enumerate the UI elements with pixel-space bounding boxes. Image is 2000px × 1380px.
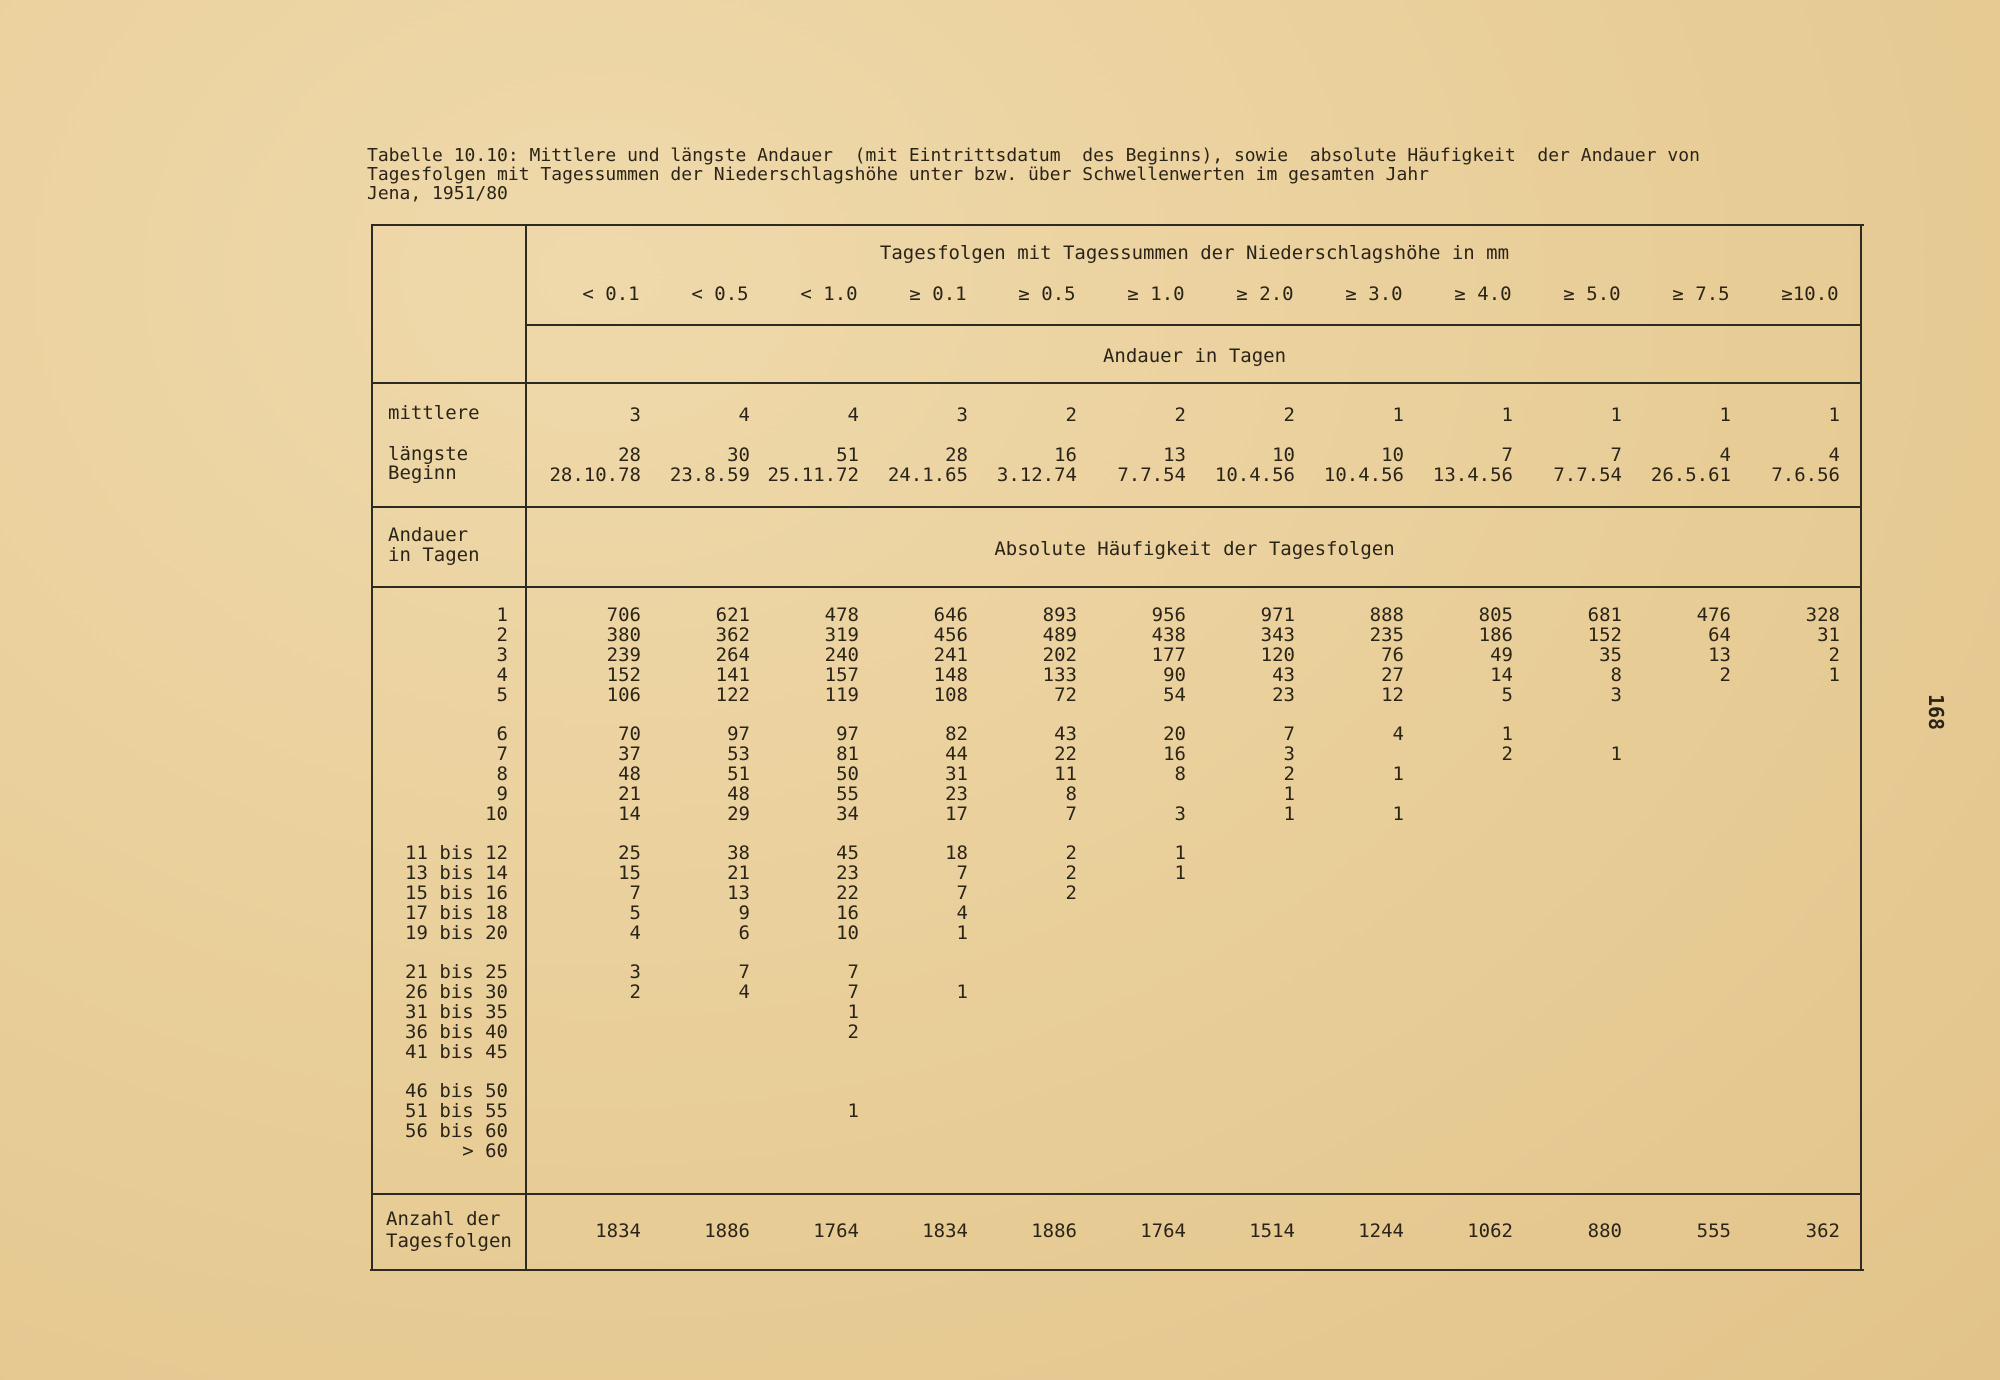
frequency-cell: 9 bbox=[738, 902, 750, 924]
frequency-cell: 235 bbox=[1369, 624, 1404, 646]
frequency-cell: 4 bbox=[1392, 723, 1404, 745]
frequency-cell: 37 bbox=[618, 743, 641, 765]
frequency-cell: 240 bbox=[824, 644, 859, 666]
threshold-header: ≥ 0.5 bbox=[1018, 283, 1076, 305]
frequency-cell: 81 bbox=[836, 743, 859, 765]
frequency-cell: 8 bbox=[1065, 783, 1077, 805]
frequency-cell: 48 bbox=[727, 783, 750, 805]
frequency-cell: 1 bbox=[1501, 723, 1513, 745]
mittlere-value: 2 bbox=[1065, 404, 1077, 426]
frequency-cell: 1 bbox=[1392, 763, 1404, 785]
andauer-row-label: 15 bis 16 bbox=[405, 882, 508, 904]
total-value: 1514 bbox=[1249, 1220, 1295, 1242]
frequency-cell: 43 bbox=[1272, 664, 1295, 686]
caption-line-3: Jena, 1951/80 bbox=[367, 183, 508, 204]
frequency-cell: 2 bbox=[1828, 644, 1840, 666]
total-value: 1764 bbox=[813, 1220, 859, 1242]
frequency-cell: 177 bbox=[1151, 644, 1186, 666]
threshold-header: ≥ 3.0 bbox=[1345, 283, 1403, 305]
frequency-cell: 1 bbox=[956, 922, 968, 944]
frequency-cell: 12 bbox=[1381, 684, 1404, 706]
frequency-cell: 108 bbox=[933, 684, 968, 706]
andauer-row-label: 6 bbox=[496, 723, 508, 745]
andauer-row-label: 36 bis 40 bbox=[405, 1021, 508, 1043]
threshold-header: < 0.1 bbox=[582, 283, 640, 305]
andauer-row-label: 3 bbox=[496, 644, 508, 666]
mittlere-value: 1 bbox=[1610, 404, 1622, 426]
frequency-cell: 90 bbox=[1163, 664, 1186, 686]
frequency-cell: 20 bbox=[1163, 723, 1186, 745]
frequency-cell: 13 bbox=[1708, 644, 1731, 666]
frequency-cell: 23 bbox=[836, 862, 859, 884]
frequency-cell: 133 bbox=[1042, 664, 1077, 686]
frequency-cell: 1 bbox=[1610, 743, 1622, 765]
frequency-cell: 29 bbox=[727, 803, 750, 825]
frequency-cell: 15 bbox=[618, 862, 641, 884]
andauer-row-label: 1 bbox=[496, 604, 508, 626]
frequency-cell: 362 bbox=[715, 624, 750, 646]
frequency-cell: 4 bbox=[629, 922, 641, 944]
frequency-cell: 10 bbox=[836, 922, 859, 944]
frequency-cell: 55 bbox=[836, 783, 859, 805]
beginn-date: 7.7.54 bbox=[1553, 464, 1622, 486]
frequency-cell: 2 bbox=[1283, 763, 1295, 785]
frequency-cell: 2 bbox=[1501, 743, 1513, 765]
frequency-cell: 1 bbox=[1283, 803, 1295, 825]
total-value: 362 bbox=[1805, 1220, 1840, 1242]
frequency-cell: 3 bbox=[1174, 803, 1186, 825]
beginn-date: 28.10.78 bbox=[549, 464, 641, 486]
threshold-header: ≥ 7.5 bbox=[1672, 283, 1730, 305]
frequency-cell: 1 bbox=[1283, 783, 1295, 805]
frequency-cell: 31 bbox=[1817, 624, 1840, 646]
laengste-value: 7 bbox=[1501, 444, 1513, 466]
frequency-cell: 49 bbox=[1490, 644, 1513, 666]
frequency-cell: 5 bbox=[1501, 684, 1513, 706]
frequency-cell: 44 bbox=[945, 743, 968, 765]
frequency-cell: 22 bbox=[1054, 743, 1077, 765]
rule-above-totals bbox=[372, 1193, 1862, 1195]
rule-under-summary bbox=[372, 506, 1862, 508]
andauer-row-label: 10 bbox=[485, 803, 508, 825]
andauer-row-label: 17 bis 18 bbox=[405, 902, 508, 924]
caption-line-2: Tagesfolgen mit Tagessummen der Niederschlagshöhe unter bzw. über Schwellenwerten im gesamten Jahr bbox=[367, 164, 1430, 185]
frequency-cell: 489 bbox=[1042, 624, 1077, 646]
mittlere-value: 1 bbox=[1501, 404, 1513, 426]
frequency-cell: 1 bbox=[956, 981, 968, 1003]
frequency-cell: 2 bbox=[1065, 882, 1077, 904]
frequency-cell: 50 bbox=[836, 763, 859, 785]
frequency-cell: 319 bbox=[824, 624, 859, 646]
andauer-row-label: 51 bis 55 bbox=[405, 1100, 508, 1122]
header-group-title: Tagesfolgen mit Tagessummen der Niederschlagshöhe in mm bbox=[879, 242, 1510, 264]
frequency-cell: 380 bbox=[606, 624, 641, 646]
frequency-title: Absolute Häufigkeit der Tagesfolgen bbox=[994, 538, 1395, 560]
threshold-header: ≥ 5.0 bbox=[1563, 283, 1621, 305]
laengste-value: 16 bbox=[1054, 444, 1077, 466]
mittlere-value: 2 bbox=[1174, 404, 1186, 426]
beginn-date: 10.4.56 bbox=[1214, 464, 1295, 486]
frequency-cell: 21 bbox=[618, 783, 641, 805]
threshold-header: ≥ 0.1 bbox=[909, 283, 967, 305]
frequency-cell: 25 bbox=[618, 842, 641, 864]
frequency-cell: 45 bbox=[836, 842, 859, 864]
frequency-cell: 3 bbox=[629, 961, 641, 983]
frequency-cell: 8 bbox=[1174, 763, 1186, 785]
frequency-cell: 2 bbox=[1065, 862, 1077, 884]
frequency-cell: 7 bbox=[629, 882, 641, 904]
frequency-cell: 956 bbox=[1151, 604, 1186, 626]
beginn-date: 24.1.65 bbox=[887, 464, 968, 486]
frequency-cell: 706 bbox=[606, 604, 641, 626]
frequency-cell: 106 bbox=[606, 684, 641, 706]
frequency-cell: 48 bbox=[618, 763, 641, 785]
frequency-cell: 7 bbox=[956, 882, 968, 904]
frequency-cell: 21 bbox=[727, 862, 750, 884]
frequency-cell: 7 bbox=[956, 862, 968, 884]
frequency-cell: 122 bbox=[715, 684, 750, 706]
frequency-cell: 239 bbox=[606, 644, 641, 666]
frequency-cell: 16 bbox=[1163, 743, 1186, 765]
frequency-cell: 18 bbox=[945, 842, 968, 864]
frequency-cell: 35 bbox=[1599, 644, 1622, 666]
laengste-value: 13 bbox=[1163, 444, 1186, 466]
frequency-cell: 70 bbox=[618, 723, 641, 745]
total-value: 1834 bbox=[922, 1220, 968, 1242]
laengste-value: 30 bbox=[727, 444, 750, 466]
total-value: 1886 bbox=[704, 1220, 750, 1242]
threshold-header: < 1.0 bbox=[800, 283, 858, 305]
frequency-cell: 23 bbox=[945, 783, 968, 805]
frequency-cell: 3 bbox=[1610, 684, 1622, 706]
table-border-bottom bbox=[370, 1269, 1864, 1271]
andauer-row-label: 2 bbox=[496, 624, 508, 646]
laengste-value: 10 bbox=[1381, 444, 1404, 466]
rule-under-header bbox=[372, 382, 1862, 384]
frequency-cell: 7 bbox=[847, 961, 859, 983]
mittlere-value: 4 bbox=[847, 404, 859, 426]
mittlere-value: 2 bbox=[1283, 404, 1295, 426]
frequency-cell: 38 bbox=[727, 842, 750, 864]
frequency-cell: 1 bbox=[847, 1100, 859, 1122]
laengste-value: 51 bbox=[836, 444, 859, 466]
frequency-cell: 120 bbox=[1260, 644, 1295, 666]
frequency-cell: 264 bbox=[715, 644, 750, 666]
mittlere-value: 3 bbox=[956, 404, 968, 426]
beginn-date: 10.4.56 bbox=[1323, 464, 1404, 486]
laengste-value: 7 bbox=[1610, 444, 1622, 466]
frequency-cell: 2 bbox=[629, 981, 641, 1003]
frequency-cell: 2 bbox=[847, 1021, 859, 1043]
mittlere-value: 4 bbox=[738, 404, 750, 426]
threshold-header: ≥ 1.0 bbox=[1127, 283, 1185, 305]
frequency-cell: 5 bbox=[629, 902, 641, 924]
andauer-row-label: 31 bis 35 bbox=[405, 1001, 508, 1023]
total-value: 1062 bbox=[1467, 1220, 1513, 1242]
frequency-cell: 456 bbox=[933, 624, 968, 646]
frequency-cell: 4 bbox=[956, 902, 968, 924]
frequency-cell: 7 bbox=[1065, 803, 1077, 825]
threshold-header: < 0.5 bbox=[691, 283, 749, 305]
total-value: 1834 bbox=[595, 1220, 641, 1242]
rule-under-thresholds bbox=[527, 324, 1862, 326]
frequency-cell: 16 bbox=[836, 902, 859, 924]
laengste-value: 4 bbox=[1828, 444, 1840, 466]
andauer-row-label: 4 bbox=[496, 664, 508, 686]
total-value: 555 bbox=[1696, 1220, 1731, 1242]
frequency-cell: 148 bbox=[933, 664, 968, 686]
frequency-cell: 186 bbox=[1478, 624, 1513, 646]
beginn-date: 25.11.72 bbox=[767, 464, 859, 486]
frequency-cell: 14 bbox=[1490, 664, 1513, 686]
frequency-cell: 343 bbox=[1260, 624, 1295, 646]
rule-under-frequency-header bbox=[372, 586, 1862, 588]
beginn-date: 26.5.61 bbox=[1650, 464, 1731, 486]
frequency-cell: 328 bbox=[1805, 604, 1840, 626]
beginn-date: 7.6.56 bbox=[1771, 464, 1840, 486]
frequency-cell: 53 bbox=[727, 743, 750, 765]
frequency-cell: 3 bbox=[1283, 743, 1295, 765]
frequency-cell: 893 bbox=[1042, 604, 1077, 626]
frequency-cell: 1 bbox=[1392, 803, 1404, 825]
frequency-cell: 681 bbox=[1587, 604, 1622, 626]
frequency-cell: 152 bbox=[606, 664, 641, 686]
table-border-top bbox=[372, 224, 1864, 226]
beginn-label: Beginn bbox=[388, 462, 457, 484]
total-value: 1886 bbox=[1031, 1220, 1077, 1242]
page-number: 168 bbox=[1924, 693, 1949, 731]
frequency-cell: 1 bbox=[1828, 664, 1840, 686]
laengste-value: 10 bbox=[1272, 444, 1295, 466]
threshold-header: ≥10.0 bbox=[1781, 283, 1839, 305]
laengste-value: 28 bbox=[945, 444, 968, 466]
frequency-cell: 971 bbox=[1260, 604, 1295, 626]
total-value: 1244 bbox=[1358, 1220, 1404, 1242]
frequency-cell: 438 bbox=[1151, 624, 1186, 646]
unit-row-label: Andauer in Tagen bbox=[1102, 345, 1287, 367]
frequency-cell: 22 bbox=[836, 882, 859, 904]
frequency-cell: 119 bbox=[824, 684, 859, 706]
frequency-cell: 1 bbox=[847, 1001, 859, 1023]
andauer-row-label: 7 bbox=[496, 743, 508, 765]
frequency-cell: 11 bbox=[1054, 763, 1077, 785]
frequency-cell: 54 bbox=[1163, 684, 1186, 706]
table-caption bbox=[367, 146, 1700, 203]
beginn-date: 7.7.54 bbox=[1117, 464, 1186, 486]
frequency-cell: 141 bbox=[715, 664, 750, 686]
andauer-header-line-1: Andauer bbox=[388, 524, 469, 546]
frequency-cell: 31 bbox=[945, 763, 968, 785]
frequency-cell: 4 bbox=[738, 981, 750, 1003]
andauer-row-label: 41 bis 45 bbox=[405, 1041, 508, 1063]
frequency-cell: 202 bbox=[1042, 644, 1077, 666]
andauer-row-label: 8 bbox=[496, 763, 508, 785]
frequency-cell: 6 bbox=[738, 922, 750, 944]
total-value: 880 bbox=[1587, 1220, 1622, 1242]
frequency-cell: 7 bbox=[847, 981, 859, 1003]
totals-label-line-2: Tagesfolgen bbox=[386, 1230, 512, 1252]
andauer-row-label: 21 bis 25 bbox=[405, 961, 508, 983]
threshold-header: ≥ 4.0 bbox=[1454, 283, 1512, 305]
frequency-cell: 51 bbox=[727, 763, 750, 785]
frequency-cell: 2 bbox=[1065, 842, 1077, 864]
frequency-cell: 476 bbox=[1696, 604, 1731, 626]
laengste-label: längste bbox=[388, 443, 469, 465]
total-value: 1764 bbox=[1140, 1220, 1186, 1242]
mittlere-value: 3 bbox=[629, 404, 641, 426]
frequency-cell: 17 bbox=[945, 803, 968, 825]
andauer-row-label: 19 bis 20 bbox=[405, 922, 508, 944]
beginn-date: 23.8.59 bbox=[669, 464, 750, 486]
frequency-cell: 8 bbox=[1610, 664, 1622, 686]
andauer-row-label: 5 bbox=[496, 684, 508, 706]
frequency-cell: 241 bbox=[933, 644, 968, 666]
frequency-cell: 97 bbox=[836, 723, 859, 745]
frequency-cell: 13 bbox=[727, 882, 750, 904]
mittlere-label: mittlere bbox=[388, 402, 480, 424]
andauer-row-label: 9 bbox=[496, 783, 508, 805]
beginn-date: 13.4.56 bbox=[1432, 464, 1513, 486]
mittlere-value: 1 bbox=[1392, 404, 1404, 426]
frequency-cell: 152 bbox=[1587, 624, 1622, 646]
beginn-date: 3.12.74 bbox=[996, 464, 1077, 486]
frequency-cell: 7 bbox=[738, 961, 750, 983]
frequency-cell: 478 bbox=[824, 604, 859, 626]
andauer-row-label: 11 bis 12 bbox=[405, 842, 508, 864]
frequency-cell: 14 bbox=[618, 803, 641, 825]
mittlere-value: 1 bbox=[1719, 404, 1731, 426]
frequency-cell: 43 bbox=[1054, 723, 1077, 745]
andauer-row-label: 56 bis 60 bbox=[405, 1120, 508, 1142]
frequency-cell: 621 bbox=[715, 604, 750, 626]
frequency-cell: 97 bbox=[727, 723, 750, 745]
andauer-row-label: 26 bis 30 bbox=[405, 981, 508, 1003]
frequency-cell: 76 bbox=[1381, 644, 1404, 666]
frequency-cell: 1 bbox=[1174, 842, 1186, 864]
frequency-cell: 27 bbox=[1381, 664, 1404, 686]
frequency-cell: 2 bbox=[1719, 664, 1731, 686]
laengste-value: 28 bbox=[618, 444, 641, 466]
frequency-cell: 646 bbox=[933, 604, 968, 626]
frequency-cell: 1 bbox=[1174, 862, 1186, 884]
andauer-row-label: 13 bis 14 bbox=[405, 862, 508, 884]
andauer-row-label: > 60 bbox=[462, 1140, 508, 1162]
laengste-value: 4 bbox=[1719, 444, 1731, 466]
frequency-cell: 72 bbox=[1054, 684, 1077, 706]
totals-label-line-1: Anzahl der bbox=[386, 1208, 501, 1230]
frequency-cell: 157 bbox=[824, 664, 859, 686]
mittlere-value: 1 bbox=[1828, 404, 1840, 426]
frequency-cell: 888 bbox=[1369, 604, 1404, 626]
andauer-row-label: 46 bis 50 bbox=[405, 1080, 508, 1102]
caption-line-1: Tabelle 10.10: Mittlere und längste Andauer (mit Eintrittsdatum des Beginns), sowie absolute Häufigkeit der Andauer von bbox=[367, 145, 1700, 166]
frequency-cell: 7 bbox=[1283, 723, 1295, 745]
threshold-header: ≥ 2.0 bbox=[1236, 283, 1294, 305]
frequency-cell: 34 bbox=[836, 803, 859, 825]
frequency-cell: 82 bbox=[945, 723, 968, 745]
frequency-cell: 23 bbox=[1272, 684, 1295, 706]
andauer-header-line-2: in Tagen bbox=[388, 544, 480, 566]
frequency-cell: 64 bbox=[1708, 624, 1731, 646]
frequency-cell: 805 bbox=[1478, 604, 1513, 626]
